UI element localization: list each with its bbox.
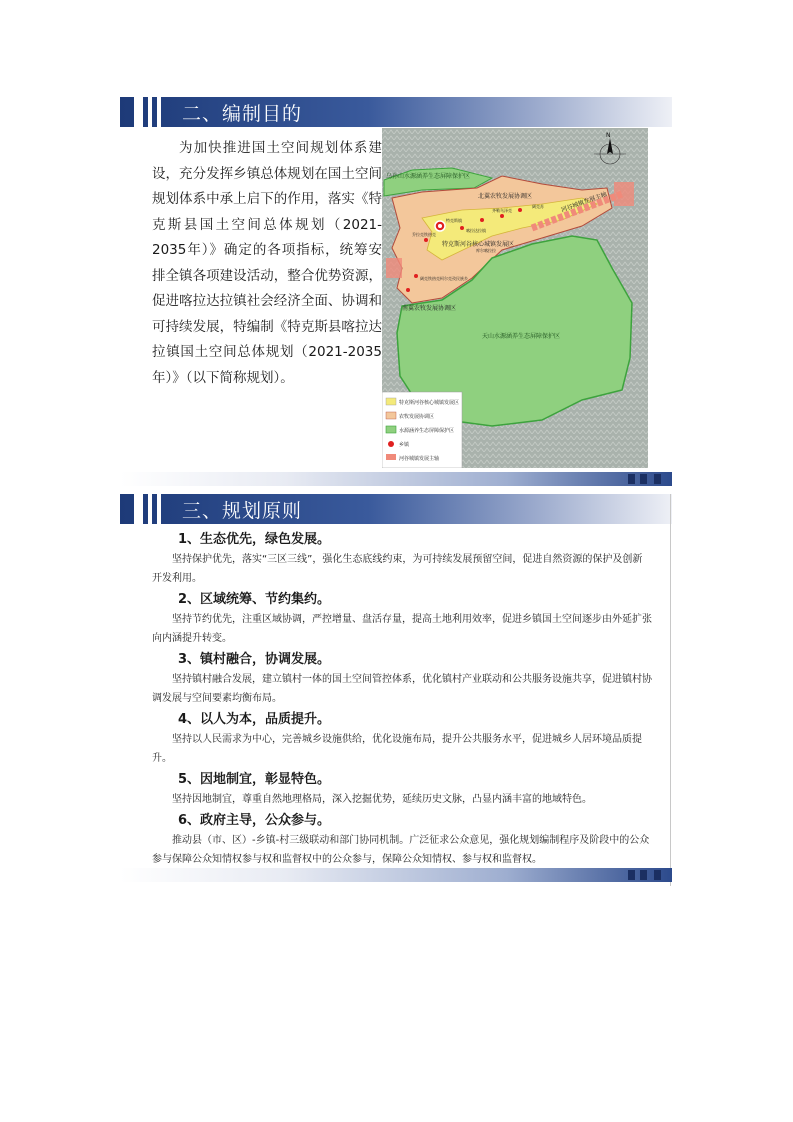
legend-label-eco: 水源涵养生态屏障保护区 (399, 428, 455, 434)
principle-text: 坚持以人民需求为中心，完善城乡设施供给，优化设施布局，提升公共服务水平，促进城乡人居环境品质提升。 (152, 734, 642, 764)
axis-end-west (386, 258, 402, 278)
legend-label-core: 特克斯河谷核心城镇发展区 (399, 400, 460, 406)
section-2-banner (120, 97, 672, 127)
town-marker (500, 214, 504, 218)
label-tianshan: 天山水源涵养生态屏障保护区 (482, 333, 561, 340)
legend-label-town: 乡镇 (399, 442, 410, 448)
section-3-footer-strip (120, 868, 672, 882)
legend-swatch-eco (386, 426, 396, 433)
label-south-zone: 南翼农牧发展协调区 (402, 305, 457, 312)
section-3-title: 三、规划原则 (182, 500, 303, 522)
section-2-paragraph: 为加快推进国土空间规划体系建设，充分发挥乡镇总体规划在国土空间规划体系中承上启下的作用，落实《特克斯县国土空间总体规划（2021-2035年）》确定的各项指标，统筹安排全镇各项建设活动，整合优势资源，促进喀拉达拉镇社会经济全面、协调和可持续发展，特编制《特克斯县喀拉达拉镇国土空间总体规划（2021-2035年）》（以下简称规划）。 (152, 140, 382, 386)
town-marker (480, 218, 484, 222)
label-mountain-north: 乌孙山水源涵养生态屏障保护区 (386, 173, 471, 180)
footer-block (654, 474, 661, 484)
label-axis: 河谷城镇发展主轴 (560, 190, 608, 214)
legend-swatch-core (386, 398, 396, 405)
legend-swatch-axis (386, 454, 396, 460)
town-marker (460, 226, 464, 230)
legend-label-axis: 河谷城镇发展主轴 (399, 456, 440, 462)
principle-text: 推动县（市、区）-乡镇-村三级联动和部门协同机制。广泛征求公众意见，强化规划编制程序及阶段中的公众参与保障公众知情权参与权和监督权中的公众参与，保障公众知情权、参与权和监督权。 (152, 835, 650, 865)
principles-list (152, 530, 652, 871)
section-2-footer-strip (120, 472, 672, 486)
label-town6: 阔克铁热克柯尔克孜民族乡 (420, 276, 468, 281)
principle-text: 坚持保护优先，落实“三区三线”，强化生态底线约束，为可持续发展预留空间，促进自然资源的保护及创新开发利用。 (152, 554, 643, 584)
footer-block (628, 870, 635, 880)
banner-bar (134, 97, 143, 127)
label-town7: 库尔喀拉拉 (476, 248, 496, 253)
footer-block (654, 870, 661, 880)
banner-bar (157, 97, 161, 127)
label-town3: 喀拉达拉镇 (466, 228, 486, 233)
town-marker-center (438, 224, 442, 228)
town-marker (414, 274, 418, 278)
section-2-title: 二、编制目的 (182, 103, 303, 125)
banner-bar (134, 494, 143, 524)
footer-block (640, 474, 647, 484)
compass-label: N (606, 132, 611, 139)
town-marker (518, 208, 522, 212)
banner-bar (157, 494, 161, 524)
planning-map (382, 128, 648, 468)
axis-end-east (614, 182, 634, 206)
principle-heading: 2、区域统筹、节约集约。 (178, 592, 331, 607)
principle-heading: 5、因地制宜，彰显特色。 (178, 772, 331, 787)
town-marker (424, 238, 428, 242)
map-legend (382, 392, 462, 468)
section-3-banner (120, 494, 672, 524)
section-3-right-rule (670, 494, 671, 886)
principle-heading: 3、镇村融合，协调发展。 (178, 652, 331, 667)
footer-block (628, 474, 635, 484)
banner-bar (148, 494, 152, 524)
principle-heading: 4、以人为本，品质提升。 (178, 712, 331, 727)
town-marker (406, 288, 410, 292)
label-north-zone: 北翼农牧发展协调区 (478, 193, 533, 200)
label-town4: 齐勒乌泽克 (492, 208, 512, 213)
principle-text: 坚持因地制宜，尊重自然地理格局，深入挖掘优势，延续历史文脉，凸显内涵丰富的地域特色。 (172, 794, 592, 805)
legend-label-agri: 农牧发展协调区 (399, 414, 435, 420)
label-town1: 特克斯镇 (446, 218, 462, 223)
label-town2: 乔拉克铁热克 (412, 232, 436, 237)
legend-swatch-town (388, 441, 394, 447)
legend-swatch-agri (386, 412, 396, 419)
label-core-zone: 特克斯河谷核心城镇发展区 (442, 241, 515, 248)
label-town5: 阔克苏 (532, 204, 544, 209)
principle-text: 坚持节约优先，注重区域协调，严控增量、盘活存量，提高土地利用效率，促进乡镇国土空间逐步由外延扩张向内涵提升转变。 (152, 614, 652, 644)
principle-text: 坚持镇村融合发展，建立镇村一体的国土空间管控体系，优化镇村产业联动和公共服务设施共享，促进镇村协调发展与空间要素均衡布局。 (152, 674, 652, 704)
footer-block (640, 870, 647, 880)
principle-heading: 1、生态优先，绿色发展。 (178, 532, 331, 547)
banner-bar (148, 97, 152, 127)
principle-heading: 6、政府主导，公众参与。 (178, 813, 331, 828)
